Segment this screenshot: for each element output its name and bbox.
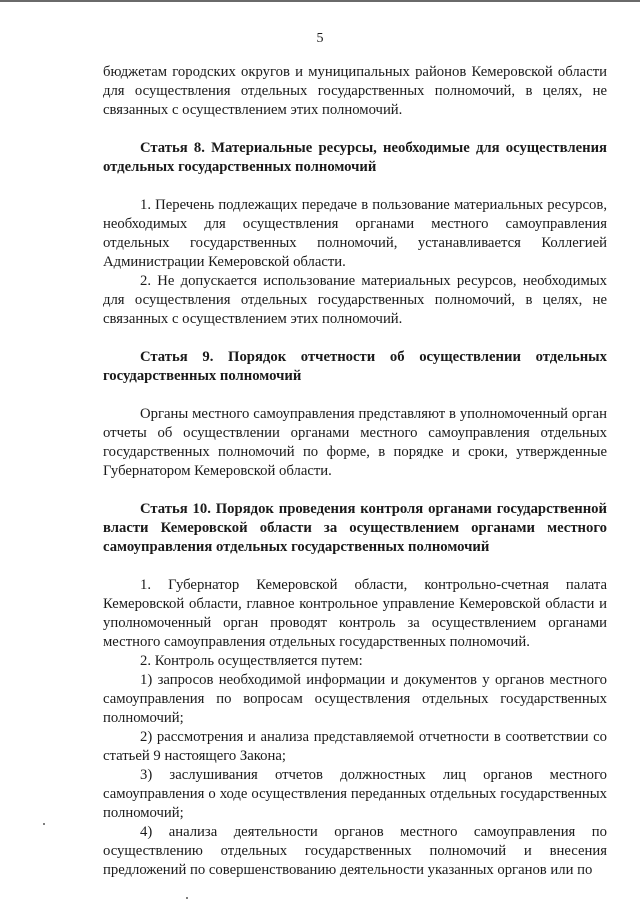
scan-speck <box>186 897 188 899</box>
spacer <box>103 120 607 139</box>
article-10-title: Статья 10. Порядок проведения контроля органами государственной власти Кемеровской области за осуществлением органами местного самоуправления отдельных государственных полномочий <box>103 501 607 555</box>
article-8-paragraph-1: 1. Перечень подлежащих передаче в пользование материальных ресурсов, необходимых для осуществления органами местного самоуправления отдельных государственных полномочий, устанавливается Коллегией Администрации Кемеровской области. <box>103 197 607 270</box>
document-body <box>103 63 607 880</box>
article-9-paragraph-1: Органы местного самоуправления представляют в уполномоченный орган отчеты об осуществлении органами местного самоуправления отдельных государственных полномочий по форме, в порядке и сроки, утвержденные Губернатором Кемеровской области. <box>103 406 607 479</box>
article-9-title: Статья 9. Порядок отчетности об осуществлении отдельных государственных полномочий <box>103 349 607 384</box>
spacer <box>103 386 607 405</box>
article-8-paragraph-2: 2. Не допускается использование материальных ресурсов, необходимых для осуществления отдельных государственных полномочий, в целях, не связанных с осуществлением этих полномочий. <box>103 273 607 327</box>
spacer <box>103 557 607 576</box>
article-10-item-2: 2) рассмотрения и анализа представляемой отчетности в соответствии со статьей 9 настоящего Закона; <box>103 729 607 764</box>
spacer <box>103 481 607 500</box>
page-number: 5 <box>316 31 324 46</box>
scan-speck <box>43 823 45 825</box>
spacer <box>103 177 607 196</box>
article-10-item-3: 3) заслушивания отчетов должностных лиц органов местного самоуправления о ходе осуществления переданных отдельных государственных полномочий; <box>103 767 607 821</box>
article-10-item-4: 4) анализа деятельности органов местного самоуправления по осуществлению отдельных государственных полномочий и внесения предложений по совершенствованию деятельности указанных органов или по <box>103 824 607 878</box>
article-10-paragraph-2: 2. Контроль осуществляется путем: <box>140 653 363 669</box>
article-10-paragraph-1: 1. Губернатор Кемеровской области, контрольно-счетная палата Кемеровской области, главное контрольное управление Кемеровской области и уполномоченный орган проводят контроль за осуществлением органами местного самоуправления отдельных государственных полномочий. <box>103 577 607 650</box>
article-8-title: Статья 8. Материальные ресурсы, необходимые для осуществления отдельных государственных полномочий <box>103 140 607 175</box>
scan-top-edge <box>0 0 640 2</box>
spacer <box>103 329 607 348</box>
article-10-item-1: 1) запросов необходимой информации и документов у органов местного самоуправления по вопросам осуществления отдельных государственных полномочий; <box>103 672 607 726</box>
intro-paragraph: бюджетам городских округов и муниципальных районов Кемеровской области для осуществления отдельных государственных полномочий, в целях, не связанных с осуществлением этих полномочий. <box>103 64 607 118</box>
